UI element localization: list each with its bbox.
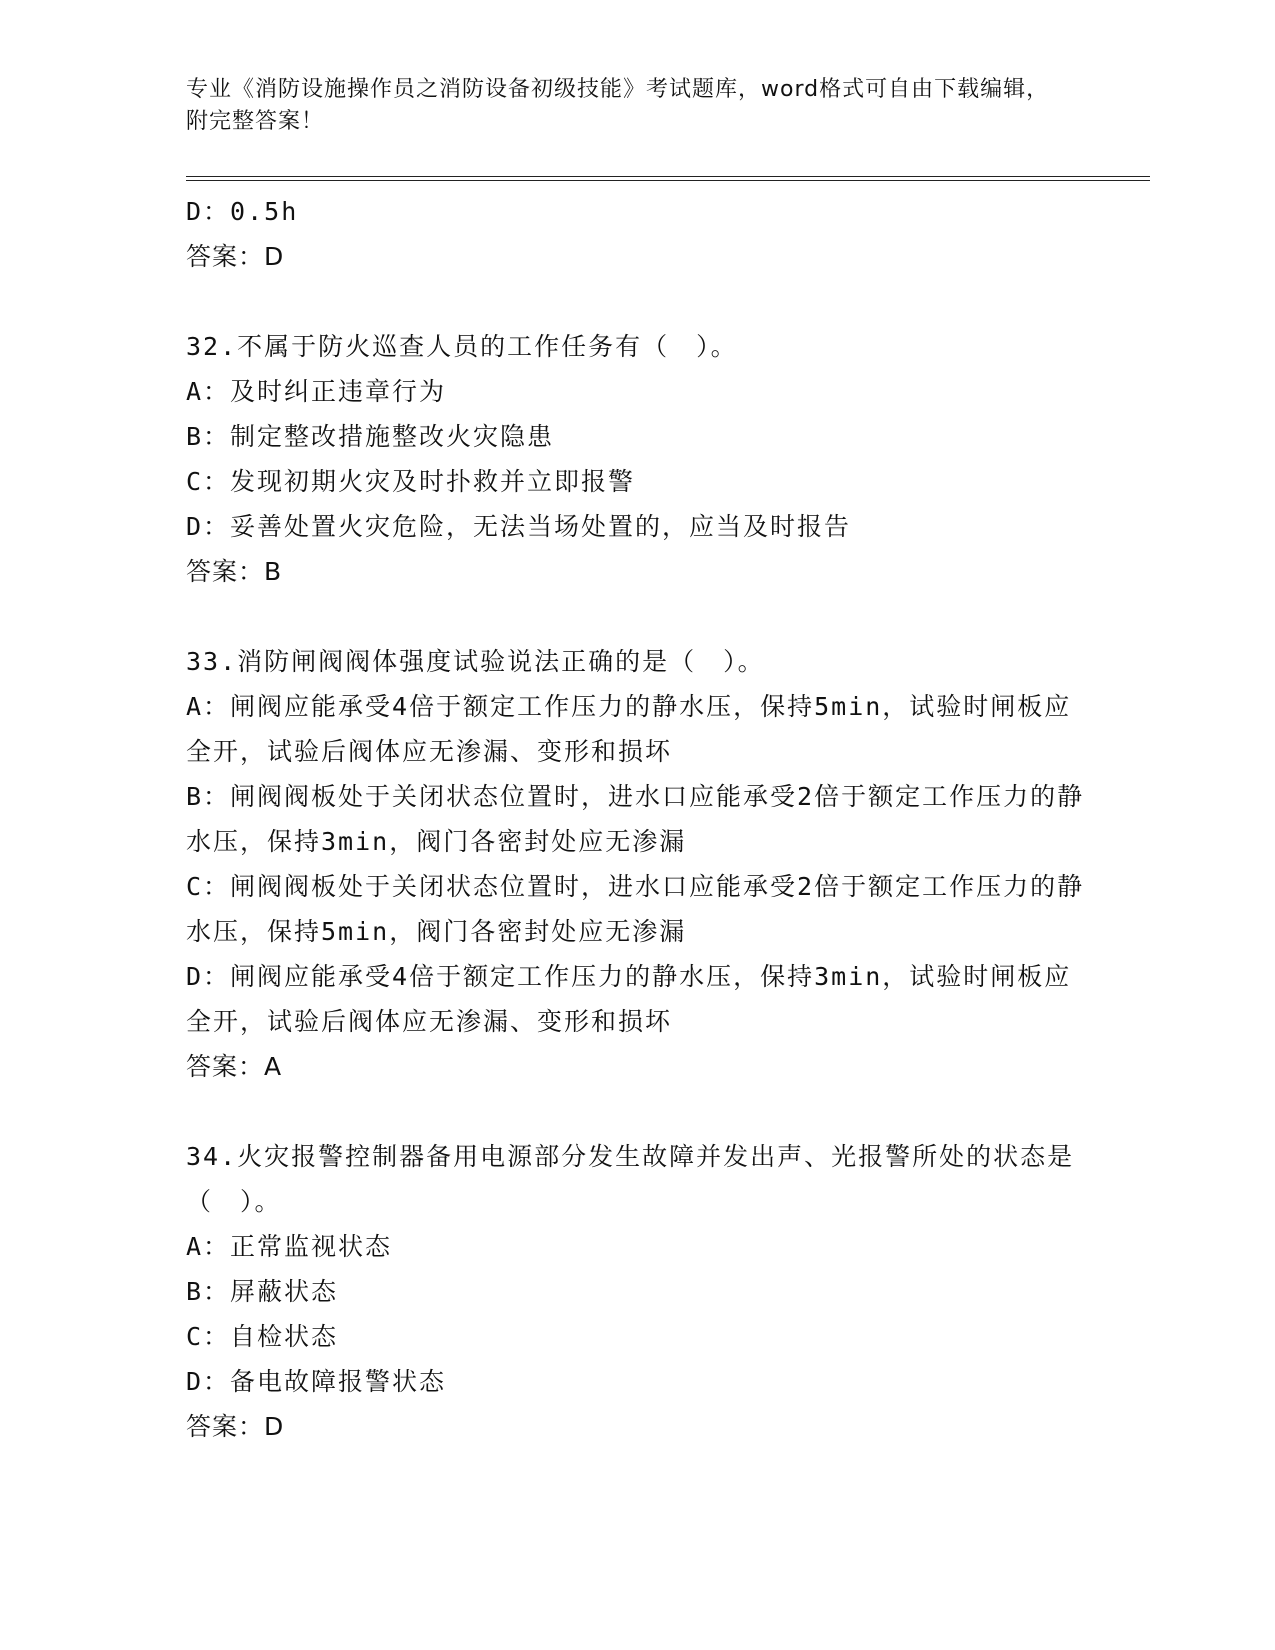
question-stem: 34.火灾报警控制器备用电源部分发生故障并发出声、光报警所处的状态是（ ）。 xyxy=(186,1142,1075,1216)
option-c: C：自检状态 xyxy=(186,1322,339,1351)
option-d: D：妥善处置火灾危险，无法当场处置的，应当及时报告 xyxy=(186,512,852,541)
question-33 xyxy=(186,639,1086,1089)
document-header: 专业《消防设施操作员之消防设备初级技能》考试题库，word格式可自由下载编辑，附完整答案！ xyxy=(186,77,1050,134)
previous-question-tail xyxy=(186,189,1086,279)
option-d: D：闸阀应能承受4倍于额定工作压力的静水压，保持3min，试验时闸板应全开，试验后阀体应无渗漏、变形和损坏 xyxy=(186,962,1072,1036)
answer-line: 答案：A xyxy=(186,1052,283,1081)
answer-line: 答案：B xyxy=(186,557,283,586)
question-stem: 32.不属于防火巡查人员的工作任务有（ ）。 xyxy=(186,332,738,361)
spacer xyxy=(186,279,1086,324)
document-body xyxy=(186,189,1086,1449)
question-34 xyxy=(186,1134,1086,1449)
question-32 xyxy=(186,324,1086,594)
option-b: B：屏蔽状态 xyxy=(186,1277,339,1306)
option-a: A：闸阀应能承受4倍于额定工作压力的静水压，保持5min，试验时闸板应全开，试验后阀体应无渗漏、变形和损坏 xyxy=(186,692,1072,766)
option-d: D：备电故障报警状态 xyxy=(186,1367,447,1396)
option-c: C：闸阀阀板处于关闭状态位置时，进水口应能承受2倍于额定工作压力的静水压，保持5min，阀门各密封处应无渗漏 xyxy=(186,872,1085,946)
spacer xyxy=(186,594,1086,639)
header-divider xyxy=(186,176,1150,181)
option-b: B：闸阀阀板处于关闭状态位置时，进水口应能承受2倍于额定工作压力的静水压，保持3min，阀门各密封处应无渗漏 xyxy=(186,782,1085,856)
question-stem: 33.消防闸阀阀体强度试验说法正确的是（ ）。 xyxy=(186,647,765,676)
option-a: A：正常监视状态 xyxy=(186,1232,393,1261)
option-d: D：0.5h xyxy=(186,197,299,226)
option-b: B：制定整改措施整改火灾隐患 xyxy=(186,422,555,451)
spacer xyxy=(186,1089,1086,1134)
option-c: C：发现初期火灾及时扑救并立即报警 xyxy=(186,467,636,496)
answer-line: 答案：D xyxy=(186,1412,285,1441)
answer-line: 答案：D xyxy=(186,242,285,271)
option-a: A：及时纠正违章行为 xyxy=(186,377,447,406)
